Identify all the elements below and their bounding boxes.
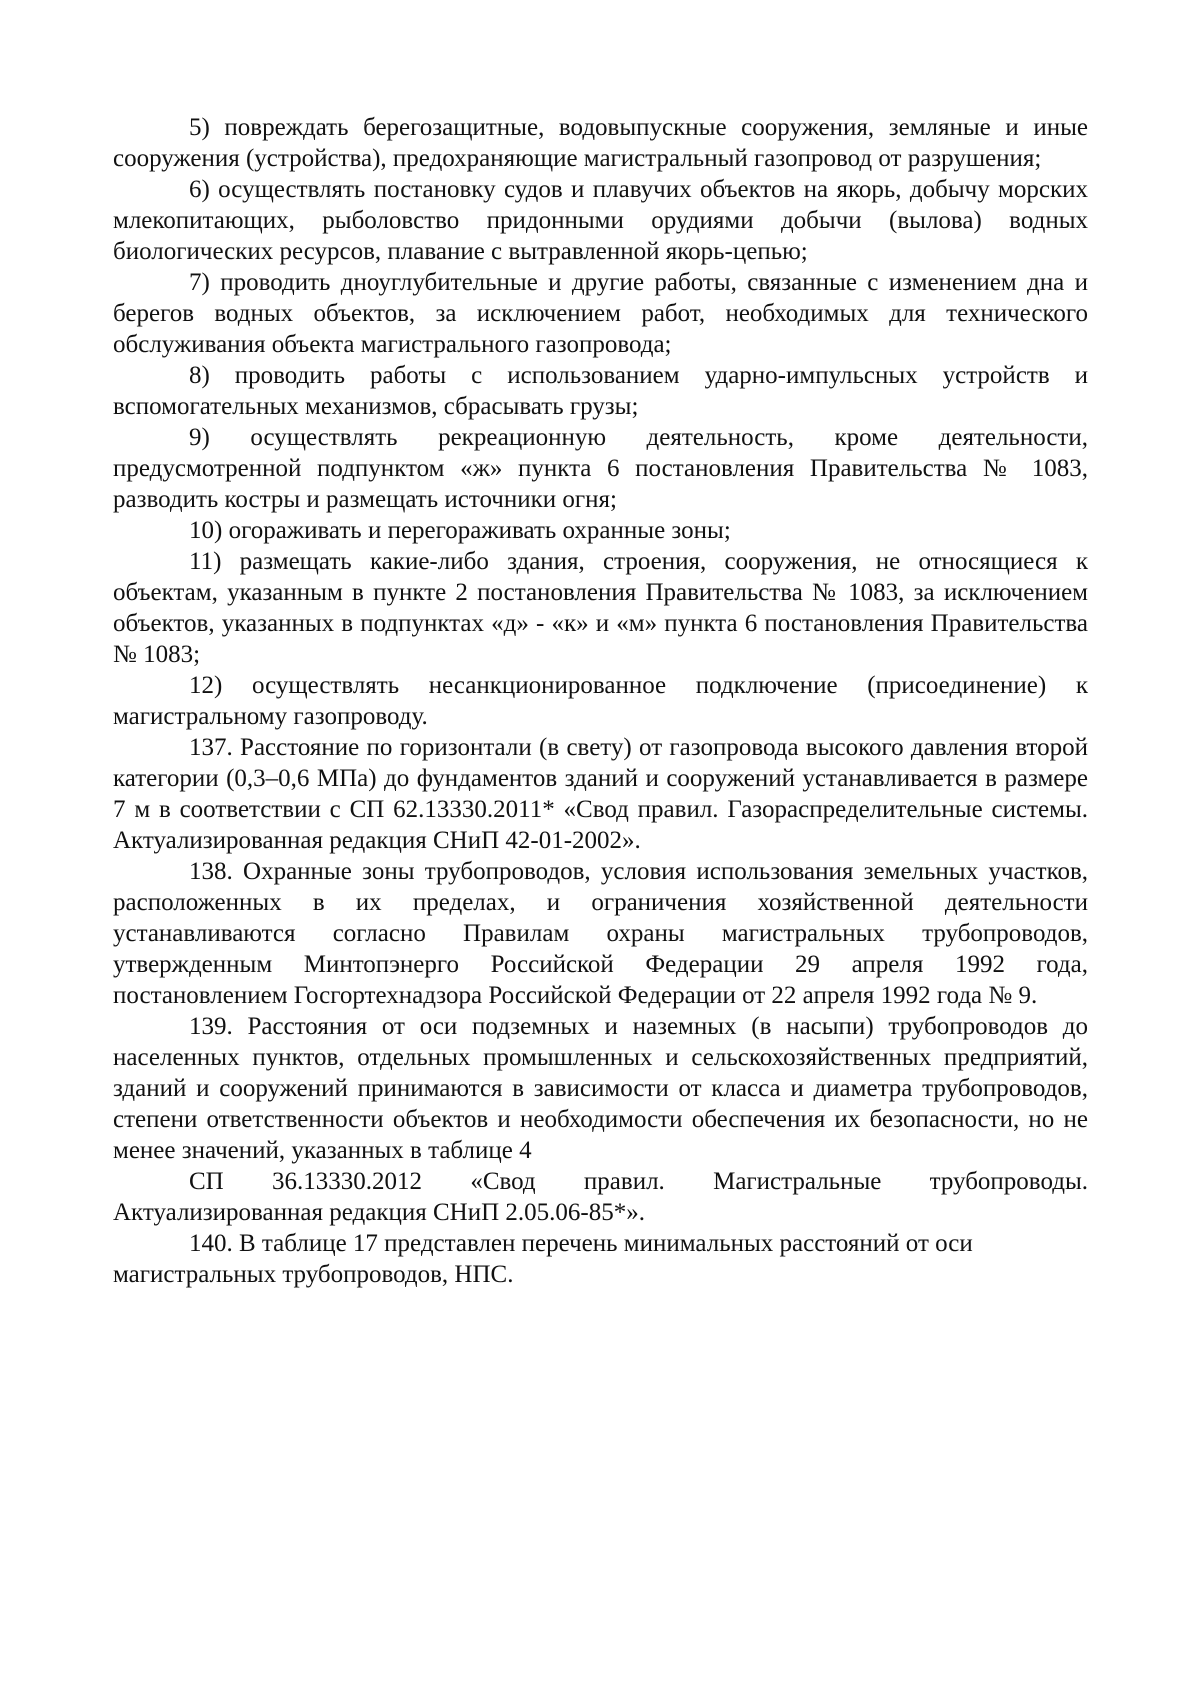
paragraph-item-12: 12) осуществлять несанкционированное подключение (присоединение) к магистральному газопроводу.: [113, 672, 1088, 730]
paragraph-138: 138. Охранные зоны трубопроводов, условия использования земельных участков, расположенных в их пределах, и ограничения хозяйственной деятельности устанавливаются согласно Правилам охраны магистральных трубопроводов, утвержденным Минтопэнерго Российской Федерации 29 апреля 1992 года, постановлением Госгортехнадзора Российской Федерации от 22 апреля 1992 года № 9.: [113, 858, 1088, 1009]
paragraph-item-8: 8) проводить работы с использованием ударно-импульсных устройств и вспомогательных механизмов, сбрасывать грузы;: [113, 362, 1088, 420]
paragraph-item-11: 11) размещать какие-либо здания, строения, сооружения, не относящиеся к объектам, указанным в пункте 2 постановления Правительства № 1083, за исключением объектов, указанных в подпунктах «д» - «к» и «м» пункта 6 постановления Правительства № 1083;: [113, 548, 1088, 668]
paragraph-item-9: 9) осуществлять рекреационную деятельность, кроме деятельности, предусмотренной подпунктом «ж» пункта 6 постановления Правительства № 1083, разводить костры и размещать источники огня;: [113, 424, 1088, 513]
paragraph-item-10: 10) огораживать и перегораживать охранные зоны;: [189, 517, 731, 544]
paragraph-item-6: 6) осуществлять постановку судов и плавучих объектов на якорь, добычу морских млекопитающих, рыболовство придонными орудиями добычи (вылова) водных биологических ресурсов, плавание с вытравленной якорь-цепью;: [113, 176, 1088, 265]
paragraph-139: 139. Расстояния от оси подземных и наземных (в насыпи) трубопроводов до населенных пунктов, отдельных промышленных и сельскохозяйственных предприятий, зданий и сооружений принимаются в зависимости от класса и диаметра трубопроводов, степени ответственности объектов и необходимости обеспечения их безопасности, но не менее значений, указанных в таблице 4: [113, 1013, 1088, 1164]
paragraph-140: 140. В таблице 17 представлен перечень минимальных расстояний от оси магистральных трубопроводов, НПС.: [113, 1230, 973, 1288]
document-body: [113, 112, 1088, 1290]
paragraph-sp-reference: СП 36.13330.2012 «Свод правил. Магистральные трубопроводы. Актуализированная редакция СНиП 2.05.06-85*».: [113, 1168, 1088, 1226]
paragraph-item-5: 5) повреждать берегозащитные, водовыпускные сооружения, земляные и иные сооружения (устройства), предохраняющие магистральный газопровод от разрушения;: [113, 114, 1088, 172]
paragraph-item-7: 7) проводить дноуглубительные и другие работы, связанные с изменением дна и берегов водных объектов, за исключением работ, необходимых для технического обслуживания объекта магистрального газопровода;: [113, 269, 1088, 358]
paragraph-137: 137. Расстояние по горизонтали (в свету) от газопровода высокого давления второй категории (0,3–0,6 МПа) до фундаментов зданий и сооружений устанавливается в размере 7 м в соответствии с СП 62.13330.2011* «Свод правил. Газораспределительные системы. Актуализированная редакция СНиП 42-01-2002».: [113, 734, 1088, 854]
